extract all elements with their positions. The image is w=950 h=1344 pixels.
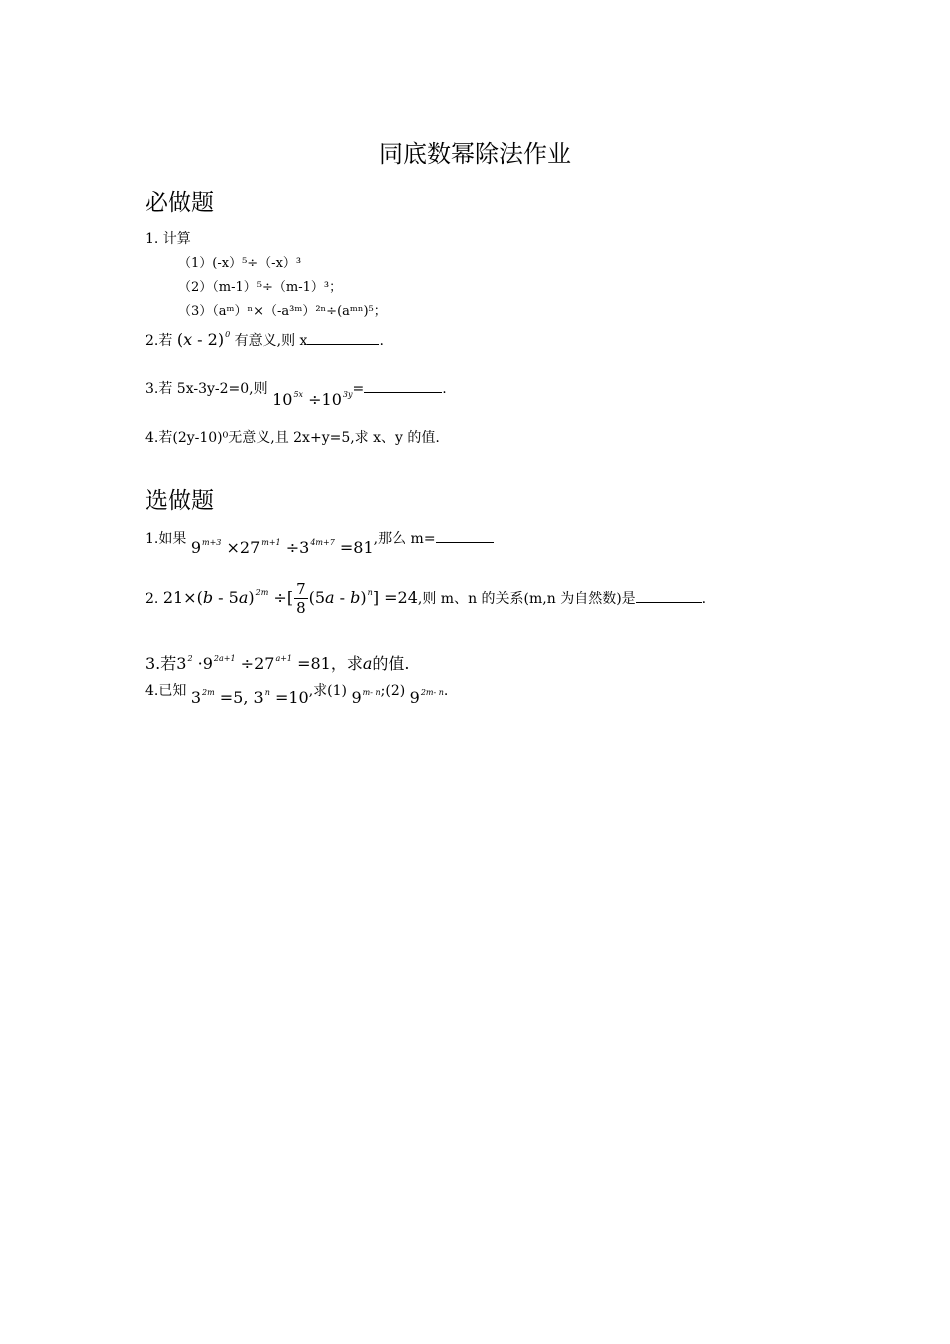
q2-suffix: 有意义,则 x [234,333,308,349]
required-q1-sub3 [178,300,387,319]
opt-q3-formula: $3^2 \cdot 9^{2a+1} \div 27^{a+1} =81$ [176,654,331,673]
required-q2: 2.若 (x - 2)$^0$ 有意义,则 x . [145,330,384,349]
opt-q3-suffix: ，求 [330,654,363,673]
opt-q4-part2: $9^{2m- n}$ [409,688,444,707]
opt-q1-formula: $9^{m+3} \times 27^{m+1} \div 3^{4m+7} =81$ [190,538,374,557]
opt-q4-end: . [443,683,449,699]
opt-q3-end: 的值. [372,654,410,673]
opt-q1-answer-blank [436,530,494,543]
optional-q2: 2. 21×(b - 5a)$^{2m}$ ÷[ $\frac{7}{8}$ (5a - b)$^n$] =24,则 m、n 的关系(m,n 为自然数)是 . [145,580,707,617]
q2-answer-blank [307,332,379,345]
opt-q4-given: $3^{2m} =5$, $3^n =10$ [190,688,309,707]
q1-sub2-text: （2）（m-1）⁵÷（m-1）³； [178,280,343,295]
opt-q4-prefix: 4.已知 [145,683,187,699]
opt-q1-prefix: 1.如果 [145,531,187,547]
opt-q3-var: a [362,654,373,673]
opt-q3-prefix: 3.若 [145,654,177,673]
optional-q1 [145,528,494,557]
fraction-seven-eighths: $\frac{7}{8}$ [296,580,306,617]
opt-q4-mid2: ;(2) [380,683,406,699]
required-q1-sub2 [178,276,342,295]
required-q1-sub1 [178,252,301,271]
opt-q2-suffix: ,则 m、n 的关系(m,n 为自然数)是 [417,591,636,607]
required-q1-label: 1. 计算 [145,231,191,247]
q3-prefix: 3.若 5x-3y-2=0,则 [145,381,268,397]
page-title: 同底数幂除法作业 [379,140,571,168]
opt-q4-part1: 9$^{m- n}$ [351,688,381,707]
opt-q1-suffix: ,那么 m= [373,531,436,547]
q1-sub3-text: （3）（aᵐ）ⁿ×（-a³ᵐ）²ⁿ÷(aᵐⁿ)⁵； [178,304,387,319]
q2-prefix: 2.若 [145,333,173,349]
q2-formula: (x - 2)$^0$ [176,330,231,349]
optional-heading: 选做题 [145,488,214,514]
q1-sub1-text: （1）(-x）⁵÷（-x）³ [178,256,302,271]
q3-eq: = [352,381,365,397]
q3-answer-blank [364,380,442,393]
opt-q4-mid: ,求(1) [308,683,348,699]
opt-q2-answer-blank [636,590,702,603]
optional-q3 [145,651,410,674]
opt-q2-formula: 21×(b - 5a)$^{2m}$ ÷[ $\frac{7}{8}$ (5a - b)$^n$] =24 [162,580,418,617]
required-q4: 4.若(2y-10)⁰无意义,且 2x+y=5,求 x、y 的值. [145,430,440,446]
optional-q4 [145,680,449,707]
required-q3: 3.若 5x-3y-2=0,则 $10^{5x} \div 10^{3y}=$ . [145,381,447,409]
opt-q2-prefix: 2. [145,591,159,607]
required-heading: 必做题 [145,190,214,216]
q3-formula: $10^{5x} \div 10^{3y}$ [272,390,353,409]
